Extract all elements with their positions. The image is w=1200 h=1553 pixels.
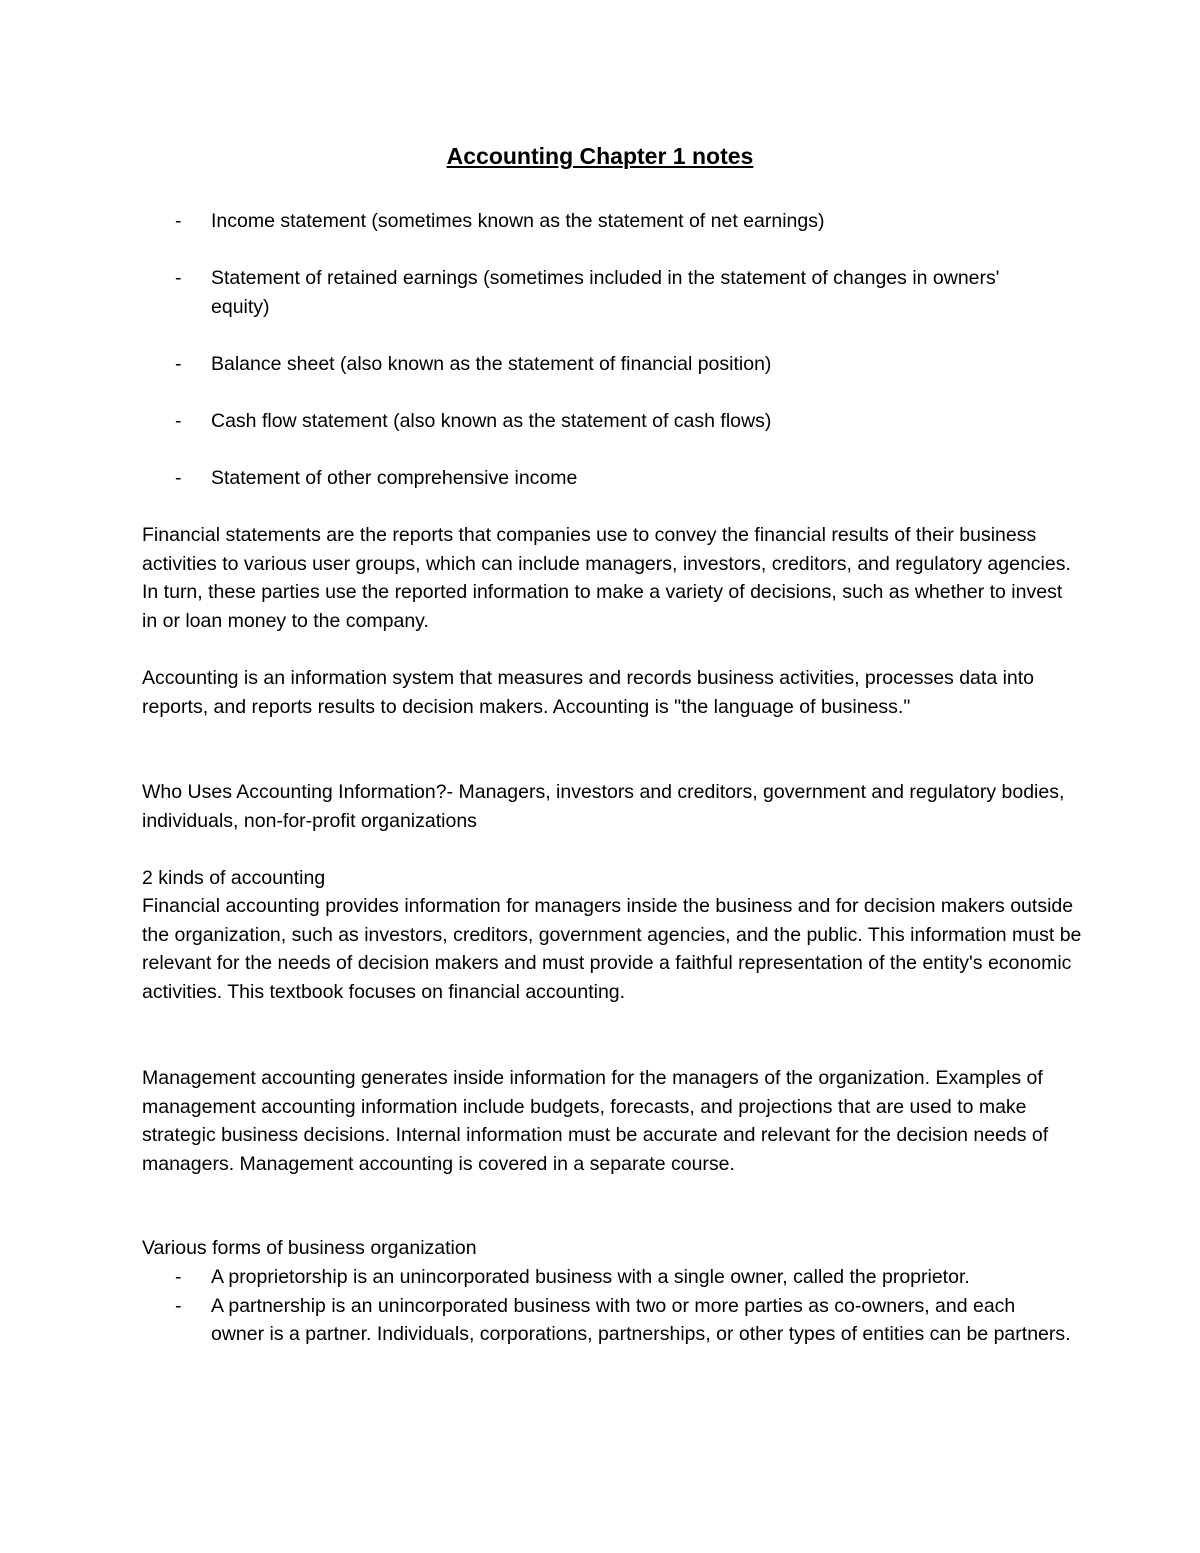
paragraph-financial-statements: Financial statements are the reports that companies use to convey the financial results of their business activities to various user groups, which can include managers, investors, creditors, and regulatory agencies. In turn, these parties use the reported information to make a variety of decisions, such as whether to invest in or loan money to the company. [142,524,1071,633]
statements-list [142,207,1082,493]
bullet-marker: - [175,410,182,432]
list-item-text: Cash flow statement (also known as the statement of cash flows) [211,410,772,432]
list-item-text: Statement of other comprehensive income [211,467,578,489]
list-item-text: Income statement (sometimes known as the statement of net earnings) [211,210,825,232]
list-item-text: Balance sheet (also known as the statement of financial position) [211,353,772,375]
list-item-text: A proprietorship is an unincorporated business with a single owner, called the proprietor. [211,1266,970,1288]
list-item [142,350,1082,379]
paragraph-management-accounting: Management accounting generates inside information for the managers of the organization. Examples of management accounting information include budgets, forecasts, and projections that are used to make strategic business decisions. Internal information must be accurate and relevant for the decision needs of managers. Management accounting is covered in a separate course. [142,1067,1049,1176]
paragraph-accounting-definition: Accounting is an information system that measures and records business activities, processes data into reports, and reports results to decision makers. Accounting is "the language of business." [142,667,1035,718]
business-forms-list [142,1263,1082,1349]
list-item [142,207,1082,236]
bullet-marker: - [175,267,182,289]
paragraph-who-uses: Who Uses Accounting Information?- Managers, investors and creditors, government and regulatory bodies, individuals, non-for-profit organizations [142,781,1065,832]
list-item [142,464,1082,493]
list-item [142,1263,1082,1292]
list-item-text: Statement of retained earnings (sometimes included in the statement of changes in owners' equity) [211,267,1000,318]
bullet-marker: - [175,210,182,232]
section-heading-forms: Various forms of business organization [142,1237,477,1259]
bullet-marker: - [175,1266,182,1288]
list-item [142,264,1082,322]
section-heading-kinds: 2 kinds of accounting [142,867,326,889]
list-item-text: A partnership is an unincorporated business with two or more parties as co-owners, and each owner is a partner. Individuals, corporations, partnerships, or other types of entities can be partners. [211,1294,1071,1345]
bullet-marker: - [175,467,182,489]
page-title: Accounting Chapter 1 notes [446,143,754,169]
bullet-marker: - [175,1294,182,1317]
bullet-marker: - [175,353,182,375]
list-item [142,407,1082,436]
list-item [142,1292,1082,1349]
paragraph-financial-accounting: Financial accounting provides information for managers inside the business and for decision makers outside the organization, such as investors, creditors, government agencies, and the public. This information must be relevant for the needs of decision makers and must provide a faithful representation of the entity's economic activities. This textbook focuses on financial accounting. [142,895,1082,1004]
